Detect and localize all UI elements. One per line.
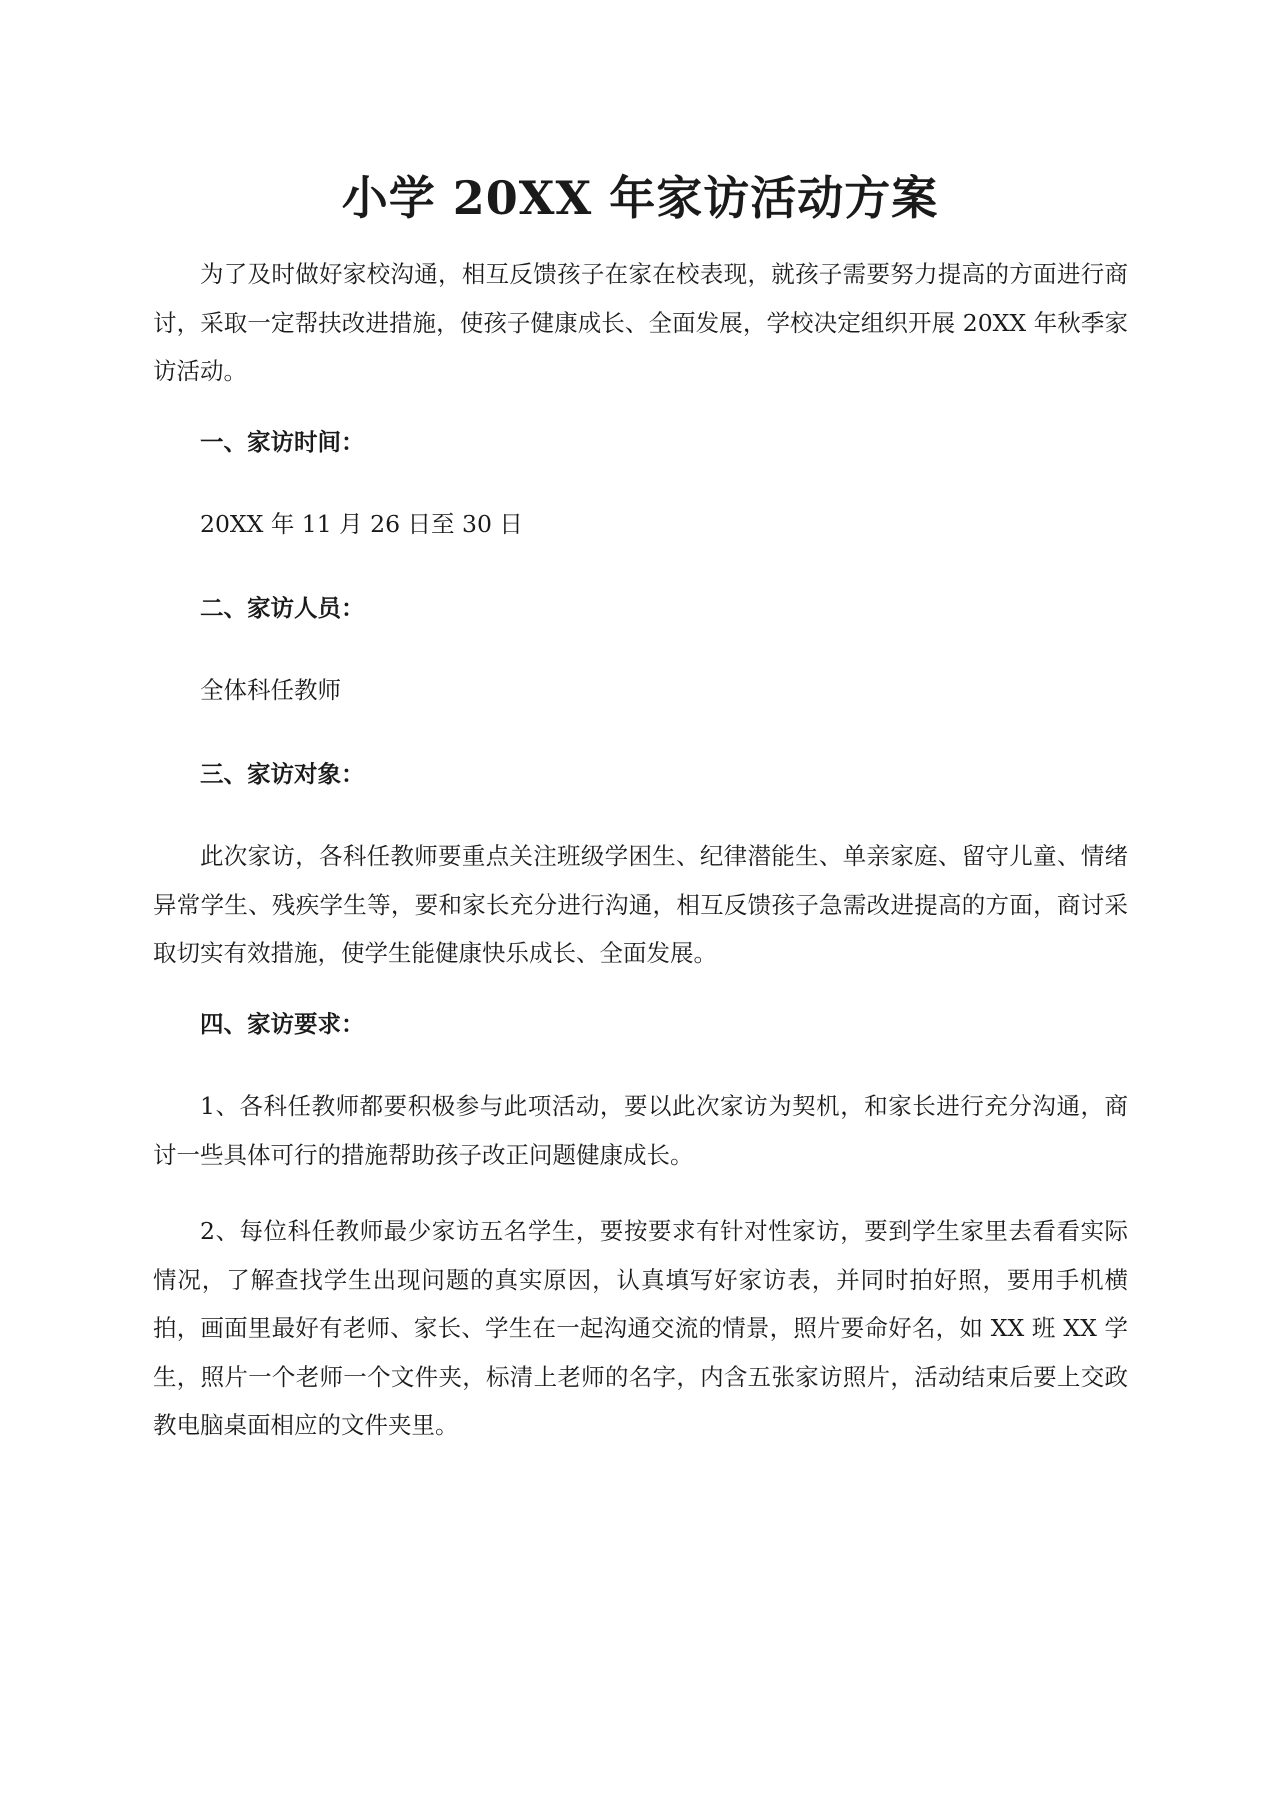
- section-body-targets: 此次家访，各科任教师要重点关注班级学困生、纪律潜能生、单亲家庭、留守儿童、情绪异常学生、残疾学生等，要和家长充分进行沟通，相互反馈孩子急需改进提高的方面，商讨采取切实有效措施，使学生能健康快乐成长、全面发展。: [153, 842, 1128, 967]
- page-title: 小学 20XX 年家访活动方案: [341, 171, 939, 225]
- section-body-time: 20XX 年 11 月 26 日至 30 日: [200, 510, 523, 538]
- section-heading-requirements: 四、家访要求：: [200, 1010, 365, 1038]
- requirement-item: 1、各科任教师都要积极参与此项活动，要以此次家访为契机，和家长进行充分沟通，商讨一些具体可行的措施帮助孩子改正问题健康成长。: [153, 1092, 1128, 1169]
- section-heading-time: 一、家访时间：: [200, 428, 365, 456]
- requirement-item: 2、每位科任教师最少家访五名学生，要按要求有针对性家访，要到学生家里去看看实际情况，了解查找学生出现问题的真实原因，认真填写好家访表，并同时拍好照，要用手机横拍，画面里最好有老师、家长、学生在一起沟通交流的情景，照片要命好名，如 XX 班 XX 学生，照片一个老师一个文件夹，标清上老师的名字，内含五张家访照片，活动结束后要上交政教电脑桌面相应的文件夹里。: [153, 1217, 1128, 1439]
- section-heading-targets: 三、家访对象：: [200, 760, 365, 788]
- section-body-personnel: 全体科任教师: [200, 676, 341, 704]
- section-heading-personnel: 二、家访人员：: [200, 594, 365, 622]
- intro-paragraph: 为了及时做好家校沟通，相互反馈孩子在家在校表现，就孩子需要努力提高的方面进行商讨，采取一定帮扶改进措施，使孩子健康成长、全面发展，学校决定组织开展 20XX 年秋季家访活动。: [153, 260, 1128, 385]
